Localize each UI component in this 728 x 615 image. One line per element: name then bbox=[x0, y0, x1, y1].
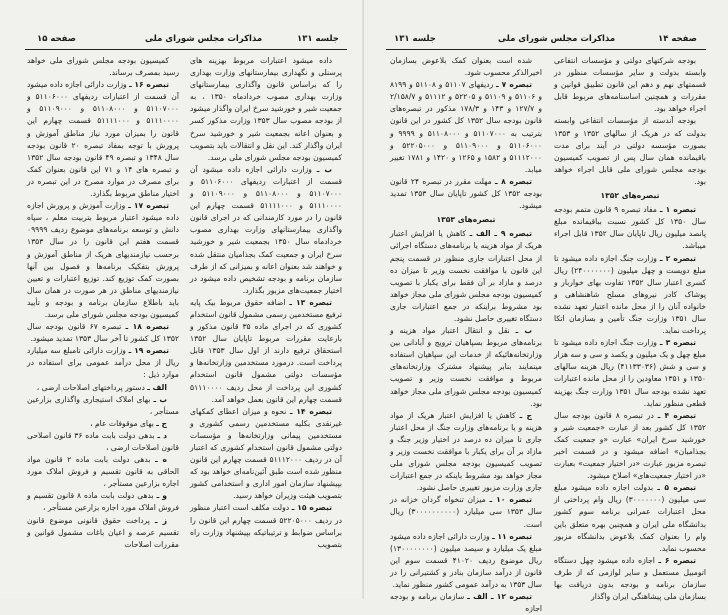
clause-label: ب ـ bbox=[153, 394, 168, 404]
clause-text: بدهی دولت بابت ماده ۸ قانون تقسیم و فروش املاک مورد اجاره بزارعین مستأجر ، bbox=[27, 491, 179, 513]
clause-label: تبصره ۱ ـ bbox=[659, 205, 696, 215]
list-item bbox=[27, 382, 179, 394]
clause-label: ز ـ bbox=[154, 515, 167, 525]
clause-label: تبصره ۹ ـ الف ـ bbox=[469, 229, 532, 239]
paragraph bbox=[554, 482, 706, 555]
clause-text: وزارت دارائی اجازه داده میشود آن قسمت از اعتبارات ردیفهای ۵۱۱۰۶۰۰۰ و ۵۱۱۰۷۰۰۰ و ۵۱۱۰۸۰۰۰ و ۵۱۱۰۹۰۰۰ و ۵۱۱۱۰۰۰۰ و ۵۱۱۱۱۰۰۰ قسمت چهارم این قانون را بمیزان مورد نیاز مناطق آموزش و پرورش با توجه بمفاد تبصره ۲۰ قانون بودجه سال ۱۳۴۸ و تبصره ۴۹ قانون بودجه سال ۱۳۵۲ و تبصره های ۱۴ و ۷۱ این قانون بعنوان کمک برای مصرف در موارد مصرح در این تبصره در اختیار مناطق مربوط بگذارد. bbox=[27, 80, 180, 199]
clause-label: تبصره ۷ ـ bbox=[496, 80, 532, 90]
paragraph bbox=[554, 253, 706, 338]
text-column-left bbox=[390, 55, 543, 614]
journal-title: مذاکرات مجلس شورای ملی bbox=[145, 34, 263, 44]
clause-text: اضافه حقوق مربوط بیک پایه ترفیع مستخدمین رسمی مشمول قانون استخدام کشوری که در اجرای ماده ۳۵ قانون مذکور و بارعایت مقررات مربوط تاپایان سال ۱۳۵۲ استحقاق ترفیع دارند از اول سال ۱۳۵۳ قابل پرداخت است. درمورد مستخدمین وزارتخانه‌ها و مؤسسات دولتی مشمول قانون استخدام کشوری این پرداخت از محل ردیف ۵۱۱۱۰۰۰۰ قسمت چهارم این قانون بعمل خواهد آمد. bbox=[190, 297, 342, 404]
clause-text: وزارت آموزش و پرورش اجازه داده میشود اعتبار مربوط بتربیت معلم ، سپاه دانش و توسعه برنامه‌های موضوع ردیف ۰۹۹۹۹ قسمت هفتم این قانون را در سال ۱۳۵۳ برحسب نیازمندیهای هریک از مناطق آموزش و پرورش بتفکیک برنامه‌ها و فصول بین آنها بصورت کمک توزیع کند. توزیع اعتبارات و تعیین نیازمندیهای مناطق در هر صورت در همان سال باید باطلاع سازمان برنامه و بودجه و تأیید کمیسیون بودجه مجلس شورای ملی برسد. bbox=[27, 201, 179, 319]
clause-label: ج ـ bbox=[519, 410, 532, 420]
text-column-left bbox=[27, 55, 179, 575]
paragraph bbox=[190, 164, 342, 297]
journal-title: مذاکرات مجلس شورای ملی bbox=[498, 34, 616, 44]
clause-text: تبصره ۶۷ قانون بودجه سال ۱۳۵۲ کل کشور تا آخر سال ۱۳۵۳ تمدید میشود. bbox=[27, 322, 179, 344]
clause-label: د ـ bbox=[157, 430, 167, 440]
paragraph bbox=[190, 406, 342, 503]
clause-text: داده میشود اعتبارات مربوط بهزینه های پرسنلی و نگهداری بیمارستانهای وزارت بهداری را که براساس قانون واگذاری بیمارستانهای وزارت بهداری مصوب خردادماه ۱۳۵۰ ، به جمعیت شیر و خورشید سرخ ایران واگذار میشود از بودجه مصوب سال ۱۳۵۳ وزارت مذکور کسر و بعنوان اعانه بجمعیت شیر و خورشید سرخ ایران واگذار کند. این نقل و انتقالات باید بتصویب کمیسیون بودجه مجلس شورای ملی برسد. bbox=[190, 56, 343, 162]
paragraph bbox=[554, 555, 706, 603]
list-item bbox=[27, 430, 179, 454]
clause-label: و ـ bbox=[156, 491, 168, 501]
clause-label: تبصره ۴ ـ bbox=[657, 410, 696, 420]
clause-label: تبصره ۱۶ ـ bbox=[129, 80, 169, 90]
clause-label: تبصره ۱۰ ـ bbox=[489, 495, 532, 505]
clause-label: ه ـ bbox=[155, 455, 167, 465]
clause-label: تبصره ۵ ـ bbox=[657, 483, 696, 493]
paragraph bbox=[27, 321, 179, 345]
clause-label: تبصره ۱۹ ـ bbox=[128, 346, 169, 356]
clause-text: بهای املاک استیجاری واگذاری بزارعین مستأجر ، bbox=[27, 394, 179, 416]
clause-text: نقل و انتقال اعتبار مواد هزینه و برنامه‌های مربوط بسپاهیان ترویج و آبادانی بین وزارتخانه‌هائیکه از خدمات این سپاهیان استفاده مینمایند بنابر پیشنهاد مشترک وزارتخانه‌های مربوط و موافقت نخست وزیر و تصویب کمیسیون بودجه مجلس شورای ملی مجاز خواهد بود. bbox=[390, 326, 542, 408]
paragraph bbox=[27, 345, 179, 381]
list-item bbox=[27, 418, 179, 430]
paragraph bbox=[390, 176, 542, 212]
clause-text: مفاد تبصره ۹ قانون متمم بودجه سال ۱۳۵۰ کل کشور نسبت بباقیمانده مبلغ پانصد میلیون ریال تاپایان سال ۱۳۵۲ قابل اجراء میباشد. bbox=[554, 205, 707, 251]
clause-text: وزارت جنگ اجازه داده میشود تا مبلغ چهل و یک میلیون و یکصد و سی و سه هزار و سی و شش (۴۱۱۳۳۰۳۶) ریال هزینه سالهای ۱۳۵۰ و ۱۳۵۱ معاودین را از محل مانده اعتبارات تعهد نشده بودجه سال ۱۳۵۱ وزارت جنگ بهزینه قطعی منظور نماید. bbox=[554, 338, 706, 408]
paragraph bbox=[390, 228, 542, 325]
list-item bbox=[27, 394, 179, 418]
clause-text: نحوه و میزان اعطای کمکهای غیرنقدی بکلیه مستخدمین رسمی کشوری و مستخدمین پیمانی وزارتخانه‌ها و مؤسسات دولتی مشمول قانون استخدام کشوری که اعتبار آن در ردیف ۵۱۱۱۲۰۰۰ قسمت چهارم این قانون منظور شده است طبق آئین‌نامه‌ای خواهد بود که بپیشنهاد سازمان امور اداری و استخدامی کشور بتصویب هیئت وزیران خواهد رسید. bbox=[190, 406, 342, 501]
clause-text: وزارت دارائی اجازه داده میشود مبلغ یک میلیارد و سیصد میلیون (۱۳۰۰۰۰۰۰۰۰) ریال موضوع ردیف ۴۱۰۲۰ قسمت سوم این قانون از درآمد سازمان بنادر و کشتیرانی را در سال ۱۳۵۳ به درآمد عمومی کشور منظور نماید. bbox=[390, 531, 542, 590]
header-rule bbox=[25, 49, 347, 50]
clause-text: دولت مکلف است اعتبار منظور در ردیف ۵۲۲۰۵۰۰۰ قسمت چهارم این قانون را براساس ضوابط و ترتیباتیکه بپیشنهاد وزارت راه بتصویب bbox=[190, 503, 342, 549]
paragraph bbox=[27, 200, 179, 321]
paragraph bbox=[554, 55, 706, 115]
page-number: صفحه ۱۵ bbox=[37, 34, 76, 44]
clause-label: تبصره ۱۳ ـ bbox=[289, 297, 332, 307]
clause-label: ج ـ bbox=[156, 418, 167, 428]
clause-label: تبصره ۲ ـ bbox=[659, 253, 696, 263]
clause-text: وزارت دارائی اجازه داده میشود آن قسمت از اعتبارات ردیفهای ۵۱۱۰۶۰۰۰ و ۵۱۱۰۷۰۰۰ و ۵۱۱۰۸۰۰۰ و ۵۱۱۰۹۰۰۰ و ۵۱۱۱۰۰۰۰ و ۵۱۱۱۱۰۰۰ قسمت چهارم این قانون را در مورد کارمندانی که در اجرای قانون واگذاری بیمارستانهای وزارت بهداری مصوب خردادماه سال ۱۳۵۰ بجمعیت شیر و خورشید سرخ ایران و جمعیت کمک بجذامیان منتقل شده و خواهند شد بعنوان اعانه و بمیزانی که از طرف سازمان برنامه و بودجه تشخیص داده میشود در اختیار جمعیت‌های مزبور بگذارد. bbox=[190, 164, 342, 295]
paragraph bbox=[390, 79, 542, 176]
session-number: جلسه ۱۳۱ bbox=[394, 34, 436, 44]
clause-label: ب ـ bbox=[316, 164, 333, 174]
page-number: صفحه ۱۴ bbox=[658, 34, 697, 44]
clause-text: پرداخت حقوق قانونی موضوع قانون تقسیم عرصه و اعیان باغات مشمول قوانین و مقررات اصلاحات bbox=[27, 515, 179, 549]
clause-label: تبصره ۱۴ ـ bbox=[289, 406, 333, 416]
clause-text: ردیفهای ۵۱۱۰۷ و ۵۱۱۰۸ و ۸۱۹۹ و ۵۱۱۰۶ و ۵۱۱۰۹ و ۵۲۲۰۵ و ۵۱۱۱۲ و ۲/۱۵۸/۷ و ۱۲۷/۷ و ۱۴۳ و ۱۷۸/۳ مذکور در تبصره‌های قانون بودجه سال ۱۳۵۲ کل کشور در این قانون بترتیب به ۵۱۱۰۷۰۰۰ و ۵۱۱۰۸۰۰۰ و ۹۹۹۹ و ۵۱۱۰۶۰۰۰ و ۵۱۱۰۹۰۰۰ و ۵۲۲۰۵۰۰۰ و ۵۱۱۱۲۰۰۰ و ۱۵۸۲ و ۱۲۶۵ و ۱۴۲۰ و ۱۷۸۱ تغییر میابد. bbox=[390, 80, 543, 174]
clause-text: مهلت مقرر در تبصره ۲۴ قانون بودجه ۱۳۵۲ کل کشور تاپایان سال ۱۳۵۳ تمدید میشود. bbox=[390, 176, 542, 211]
list-item bbox=[27, 454, 179, 490]
clause-label: تبصره ۶ ـ bbox=[658, 555, 696, 565]
list-item bbox=[27, 515, 179, 551]
clause-label: تبصره ۱۱ ـ bbox=[492, 531, 532, 541]
paragraph bbox=[390, 325, 542, 410]
clause-label: تبصره ۱۷ ـ bbox=[128, 201, 169, 211]
clause-text: بودجه آندسته از مؤسسات انتفاعی وابسته بدولت که در هریک از سالهای ۱۳۵۲ و ۱۳۵۳ بصورت مؤسسه دولتی در آیند برای مدت باقیمانده همان سال پس از تصویب کمیسیون بودجه مجلس شورای ملی قابل اجراء خواهد بود. bbox=[554, 116, 706, 186]
clause-text: بدهی دولت بابت ماده ۳۶ قانون اصلاحی قانون اصلاحات ارضی ، bbox=[27, 430, 179, 452]
clause-text: دستور پرداختهای اصلاحات ارضی ، bbox=[36, 382, 145, 392]
clause-label: تبصره ۱۲ ـ الف ـ bbox=[467, 592, 533, 602]
clause-text: کاهش یا افزایش اعتبار هریک از مواد هزینه یا برنامه‌های دستگاه اجرائی از محل اعتبارات جاری منظور در قسمت پنجم این قانون با موافقت نخست وزیر تا میزان ده درصد و مازاد بر آن فقط برای یکبار با تصویب کمیسیون بودجه مجلس شورای ملی مجاز خواهد بود مشروط براینکه در جمع اعتبارات جاری دستگاه تغییری حاصل نشود. bbox=[390, 229, 542, 323]
page-header bbox=[25, 34, 345, 48]
paragraph bbox=[554, 410, 706, 483]
section-heading: تبصره‌های ۱۳۵۲ bbox=[600, 191, 660, 201]
clause-text: وزارت جنگ اجازه داده میشود تا مبلغ دویست و چهل میلیون (۲۴۰۰۰۰۰۰۰) ریال کسری اعتبار سال ۱۳۵۲ تفاوت بهای خواربار و پوشاک کادر نیروهای مسلح شاهنشاهی و خانواده آنان را از محل مانده اعتبار تعهد نشده سال ۱۳۵۱ وزارت جنگ تأمین و بسازمان اتکا پرداخت نماید. bbox=[554, 253, 706, 336]
text-column-right bbox=[190, 55, 342, 575]
paragraph bbox=[390, 55, 542, 79]
right-page bbox=[364, 0, 728, 614]
clause-label: تبصره ۸ ـ bbox=[495, 176, 532, 186]
clause-label: تبصره ۱۵ ـ bbox=[291, 503, 332, 513]
list-item bbox=[27, 490, 179, 514]
paragraph bbox=[27, 79, 179, 200]
section-heading: تبصره‌های ۱۳۵۳ bbox=[436, 215, 496, 225]
clause-text: وزارت دارائی تامبلغ سه میلیارد ریال از محل درآمد عمومی برای استفاده در موارد ذیل : bbox=[27, 346, 179, 380]
clause-text: بهای موقوفات عام ، bbox=[90, 418, 154, 428]
paragraph bbox=[390, 410, 542, 495]
clause-text: شده است بعنوان کمک بلاعوض بسازمان اخیرالذکر محسوب شود. bbox=[390, 56, 542, 78]
text-column-right bbox=[554, 55, 707, 602]
clause-label: تبصره ۳ ـ bbox=[659, 338, 696, 348]
paragraph bbox=[554, 204, 706, 252]
left-page bbox=[0, 0, 364, 599]
paragraph bbox=[27, 55, 179, 79]
clause-text: بودجه شرکتهای دولتی و مؤسسات انتفاعی وابسته بدولت و سایر مؤسسات منظور در قسمتهای نهم و دهم این قانون تطبیق قوانین و مقررات و همچنین اساسنامه‌های مربوط قابل اجراء خواهد بود. bbox=[554, 56, 706, 114]
paragraph bbox=[390, 591, 542, 615]
clause-text: اجازه داده میشود چهل دستگاه اتومبیل مستعمل و سایر لوازمی که از طرف سازمان برنامه و بودجه بدون دریافت بها بسازمان ملی پیشاهنگی ایران واگذار bbox=[554, 555, 706, 602]
session-number: جلسه ۱۳۱ bbox=[297, 34, 339, 44]
clause-text: کاهش یا افزایش اعتبار هریک از مواد هزینه و یا برنامه‌های وزارت جنگ از محل اعتبار جاری تا میزان ده درصد در اختیار وزیر جنگ و مازاد بر آن برای یکبار با موافقت نخست وزیر و تصویب کمیسیون بودجه مجلس شورای ملی مجاز خواهد بود مشروط باینکه در جمع اعتبارات جاری وزارت مزبور تغییری حاصل نشود. bbox=[390, 410, 542, 493]
paragraph bbox=[390, 494, 542, 530]
paragraph bbox=[190, 502, 342, 550]
clause-label: الف ـ bbox=[147, 382, 167, 392]
header-rule bbox=[386, 49, 706, 50]
paragraph bbox=[554, 115, 706, 188]
paragraph bbox=[390, 531, 542, 591]
page-header bbox=[386, 34, 706, 48]
clause-text: سازمان برنامه و بودجه اجازه bbox=[390, 592, 542, 614]
paragraph bbox=[190, 55, 342, 164]
clause-text: کمیسیون بودجه مجلس شورای ملی خواهد رسید بمصرف برساند. bbox=[27, 56, 179, 78]
clause-text: در تبصره ۸ قانون بودجه سال ۱۳۵۲ کل کشور بعد از عبارت «جمعیت شیر و خورشید سرخ ایران» عبارت «و جمعیت کمک بجذامیان» اضافه میشود و در قسمت اخیر تبصره مزبور عبارت «در اختیار جمعیت» بعبارت «در اختیار جمعیت‌های» اصلاح میشود. bbox=[554, 410, 706, 481]
paragraph bbox=[190, 297, 342, 406]
clause-label: تبصره ۱۸ ـ bbox=[125, 322, 169, 332]
paragraph bbox=[554, 337, 706, 410]
clause-text: میزان تنخواه گردان خزانه در سال ۱۳۵۳ سی میلیارد (۳۰۰۰۰۰۰۰۰۰۰) ریال است. bbox=[390, 495, 542, 529]
clause-label: ب ـ bbox=[515, 326, 532, 336]
clause-text: بدولت اجازه داده میشود مبلغ سی میلیون (۳۰۰۰۰۰۰۰) ریال وام پرداختی از محل اعتبارات عمرانی برنامه سوم کشور بدانشگاه ملی ایران و همچنین بهره متعلق باین وام را بعنوان کمک بلاعوض بدانشگاه مزبور محسوب نماید. bbox=[554, 483, 706, 553]
clause-text: بدهی دولت بابت ماده ۲ قانون مواد الحاقی به قانون تقسیم و فروش املاک مورد اجاره بزارعین مستأجر ، bbox=[27, 455, 179, 489]
